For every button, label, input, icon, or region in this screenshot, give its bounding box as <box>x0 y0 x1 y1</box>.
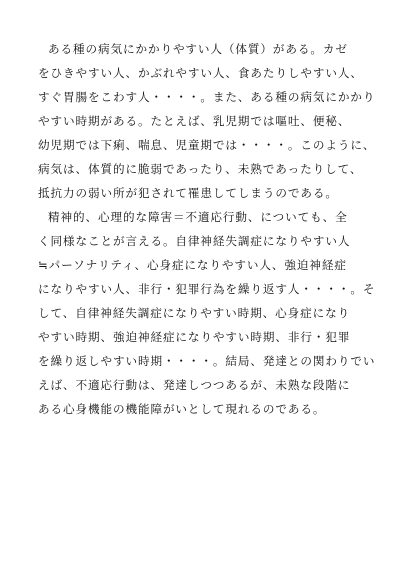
text-line: く同様なことが言える。自律神経失調症になりやすい人 <box>38 234 351 248</box>
text-line: 精神的、心理的な障害＝不適応行動、についても、全 <box>48 210 348 224</box>
text-line: ある種の病気にかかりやすい人（体質）がある。カゼ <box>48 42 348 56</box>
text-line: をひきやすい人、かぶれやすい人、食あたりしやすい人、 <box>38 66 363 80</box>
text-line: を繰り返しやすい時期・・・・。結局、発達との関わりでい <box>38 354 376 368</box>
text-line: 病気は、体質的に脆弱であったり、未熟であったりして、 <box>38 162 363 176</box>
text-line: 幼児期では下痢、喘息、児童期では・・・・。このように、 <box>38 138 376 152</box>
text-line: になりやすい人、非行・犯罪行為を繰り返す人・・・・。そ <box>38 282 376 296</box>
text-line: 抵抗力の弱い所が犯されて罹患してしまうのである。 <box>38 186 338 200</box>
paragraph-constitution <box>38 37 378 205</box>
text-line: やすい時期がある。たとえば、乳児期では嘔吐、便秘、 <box>38 114 351 128</box>
body-text <box>38 37 378 421</box>
text-line: ≒パーソナリティ、心身症になりやすい人、強迫神経症 <box>38 258 347 272</box>
text-line: ある心身機能の機能障がいとして現れるのである。 <box>38 402 326 416</box>
text-line: えば、不適応行動は、発達しつつあるが、未熟な段階に <box>38 378 351 392</box>
text-line: して、自律神経失調症になりやすい時期、心身症になり <box>38 306 351 320</box>
text-line: やすい時期、強迫神経症になりやすい時期、非行・犯罪 <box>38 330 351 344</box>
paragraph-maladaptive-behavior <box>38 205 378 421</box>
text-line: すぐ胃腸をこわす人・・・・。また、ある種の病気にかかり <box>38 90 376 104</box>
